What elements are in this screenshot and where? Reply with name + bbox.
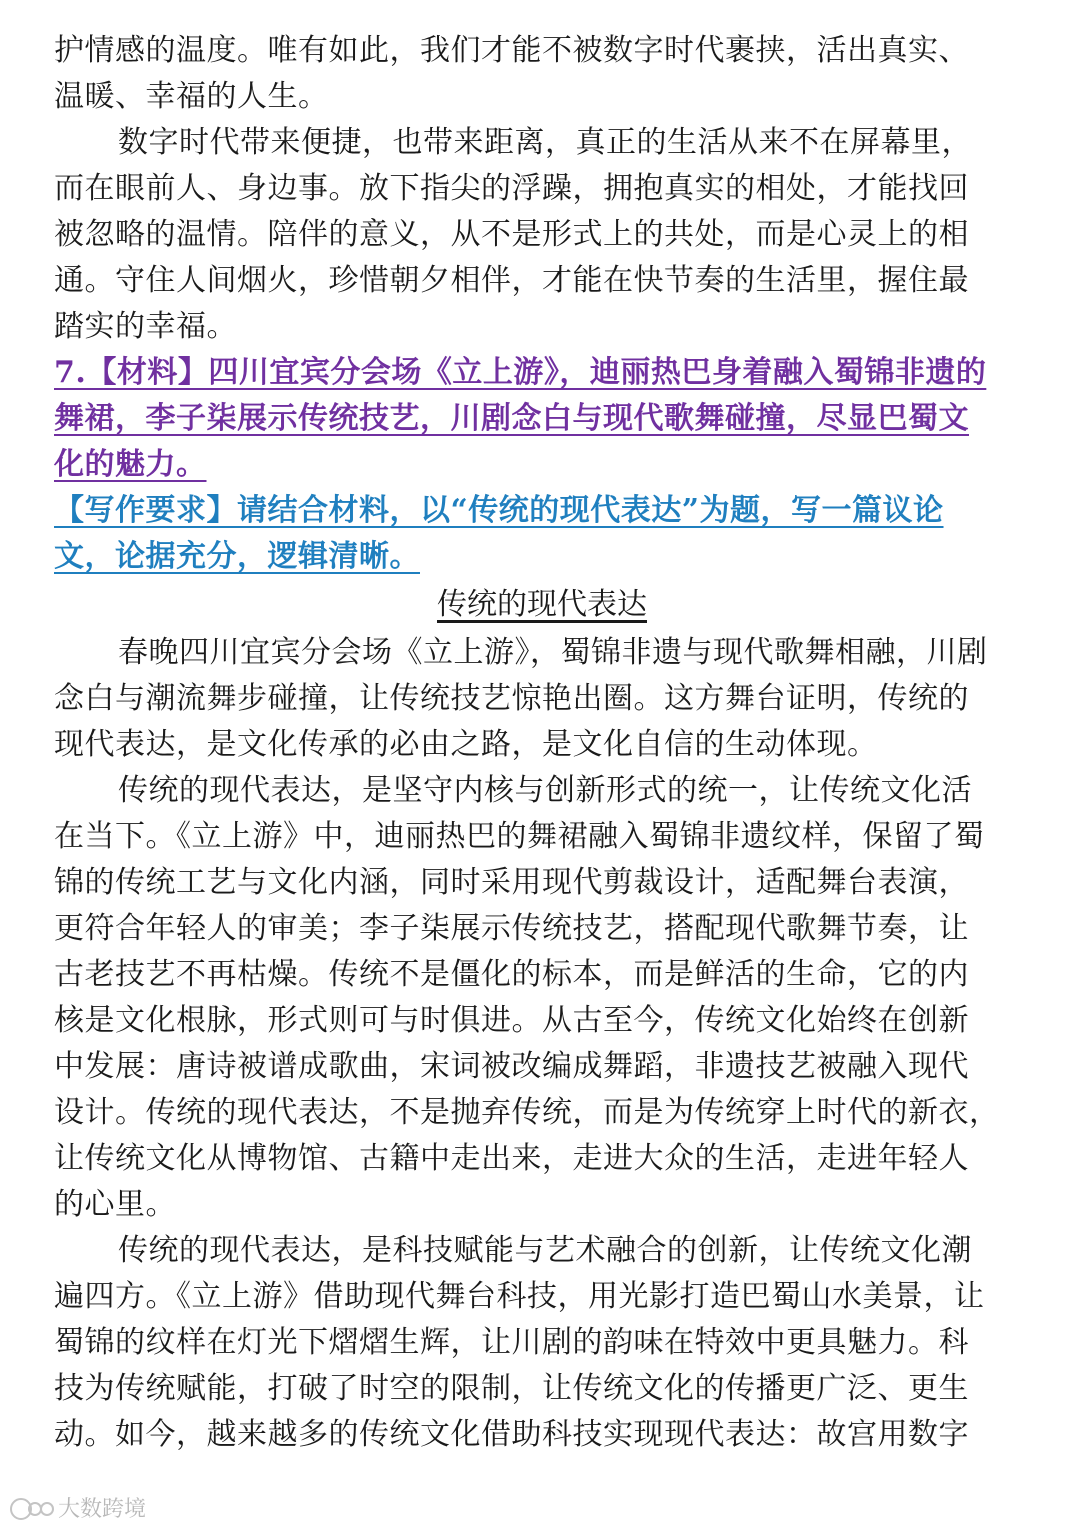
text-line: 锦的传统工艺与文化内涵，同时采用现代剪裁设计，适配舞台表演， <box>54 865 969 900</box>
prev-essay-ending <box>54 28 1030 120</box>
text-line: 让传统文化从博物馆、古籍中走出来，走进大众的生活，走进年轻人 <box>54 1141 969 1176</box>
text-line: 在当下。《立上游》中，迪丽热巴的舞裙融入蜀锦非遗纹样，保留了蜀 <box>54 819 985 854</box>
watermark-text: 大数跨境 <box>58 1497 147 1522</box>
text-line: 数字时代带来便捷，也带来距离，真正的生活从来不在屏幕里， <box>118 125 972 160</box>
essay-paragraph-1 <box>54 630 1030 768</box>
watermark <box>10 1492 146 1523</box>
essay-title: 传统的现代表达 <box>437 587 647 622</box>
text-line: 被忽略的温情。陪伴的意义，从不是形式上的共处，而是心灵上的相 <box>54 217 969 252</box>
text-line: 现代表达，是文化传承的必由之路，是文化自信的生动体现。 <box>54 727 878 762</box>
watermark-logo-icon <box>10 1496 54 1520</box>
essay-paragraph-3 <box>54 1228 1030 1458</box>
material-line: 舞裙，李子柒展示传统技艺，川剧念白与现代歌舞碰撞，尽显巴蜀文 <box>54 401 969 436</box>
document-page <box>54 28 1030 1458</box>
material-line: 化的魅力。 <box>54 447 207 482</box>
text-line: 的心里。 <box>54 1187 176 1222</box>
text-line: 技为传统赋能，打破了时空的限制，让传统文化的传播更广泛、更生 <box>54 1371 969 1406</box>
question-requirement <box>54 488 1030 580</box>
text-line: 传统的现代表达，是坚守内核与创新形式的统一，让传统文化活 <box>118 773 972 808</box>
material-line: 7.【材料】四川宜宾分会场《立上游》，迪丽热巴身着融入蜀锦非遗的 <box>54 355 987 390</box>
text-line: 更符合年轻人的审美；李子柒展示传统技艺，搭配现代歌舞节奏，让 <box>54 911 969 946</box>
essay-paragraph-2 <box>54 768 1030 1228</box>
text-line: 护情感的温度。唯有如此，我们才能不被数字时代裹挟，活出真实、 <box>54 33 969 68</box>
text-line: 设计。传统的现代表达，不是抛弃传统，而是为传统穿上时代的新衣， <box>54 1095 1000 1130</box>
text-line: 念白与潮流舞步碰撞，让传统技艺惊艳出圈。这方舞台证明，传统的 <box>54 681 969 716</box>
text-line: 温暖、幸福的人生。 <box>54 79 329 114</box>
prev-essay-conclusion <box>54 120 1030 350</box>
text-line: 通。守住人间烟火，珍惜朝夕相伴，才能在快节奏的生活里，握住最 <box>54 263 969 298</box>
text-line: 春晚四川宜宾分会场《立上游》，蜀锦非遗与现代歌舞相融，川剧 <box>118 635 988 670</box>
requirement-line: 【写作要求】请结合材料，以“传统的现代表达”为题，写一篇议论 <box>54 493 944 528</box>
text-line: 传统的现代表达，是科技赋能与艺术融合的创新，让传统文化潮 <box>118 1233 972 1268</box>
requirement-line: 文，论据充分，逻辑清晰。 <box>54 539 420 574</box>
text-line: 踏实的幸福。 <box>54 309 237 344</box>
text-line: 而在眼前人、身边事。放下指尖的浮躁，拥抱真实的相处，才能找回 <box>54 171 969 206</box>
text-line: 中发展：唐诗被谱成歌曲，宋词被改编成舞蹈，非遗技艺被融入现代 <box>54 1049 969 1084</box>
question-material <box>54 350 1030 488</box>
text-line: 核是文化根脉，形式则可与时俱进。从古至今，传统文化始终在创新 <box>54 1003 969 1038</box>
text-line: 动。如今，越来越多的传统文化借助科技实现现代表达：故宫用数字 <box>54 1417 969 1452</box>
text-line: 蜀锦的纹样在灯光下熠熠生辉，让川剧的韵味在特效中更具魅力。科 <box>54 1325 969 1360</box>
text-line: 遍四方。《立上游》借助现代舞台科技，用光影打造巴蜀山水美景，让 <box>54 1279 985 1314</box>
text-line: 古老技艺不再枯燥。传统不是僵化的标本，而是鲜活的生命，它的内 <box>54 957 969 992</box>
